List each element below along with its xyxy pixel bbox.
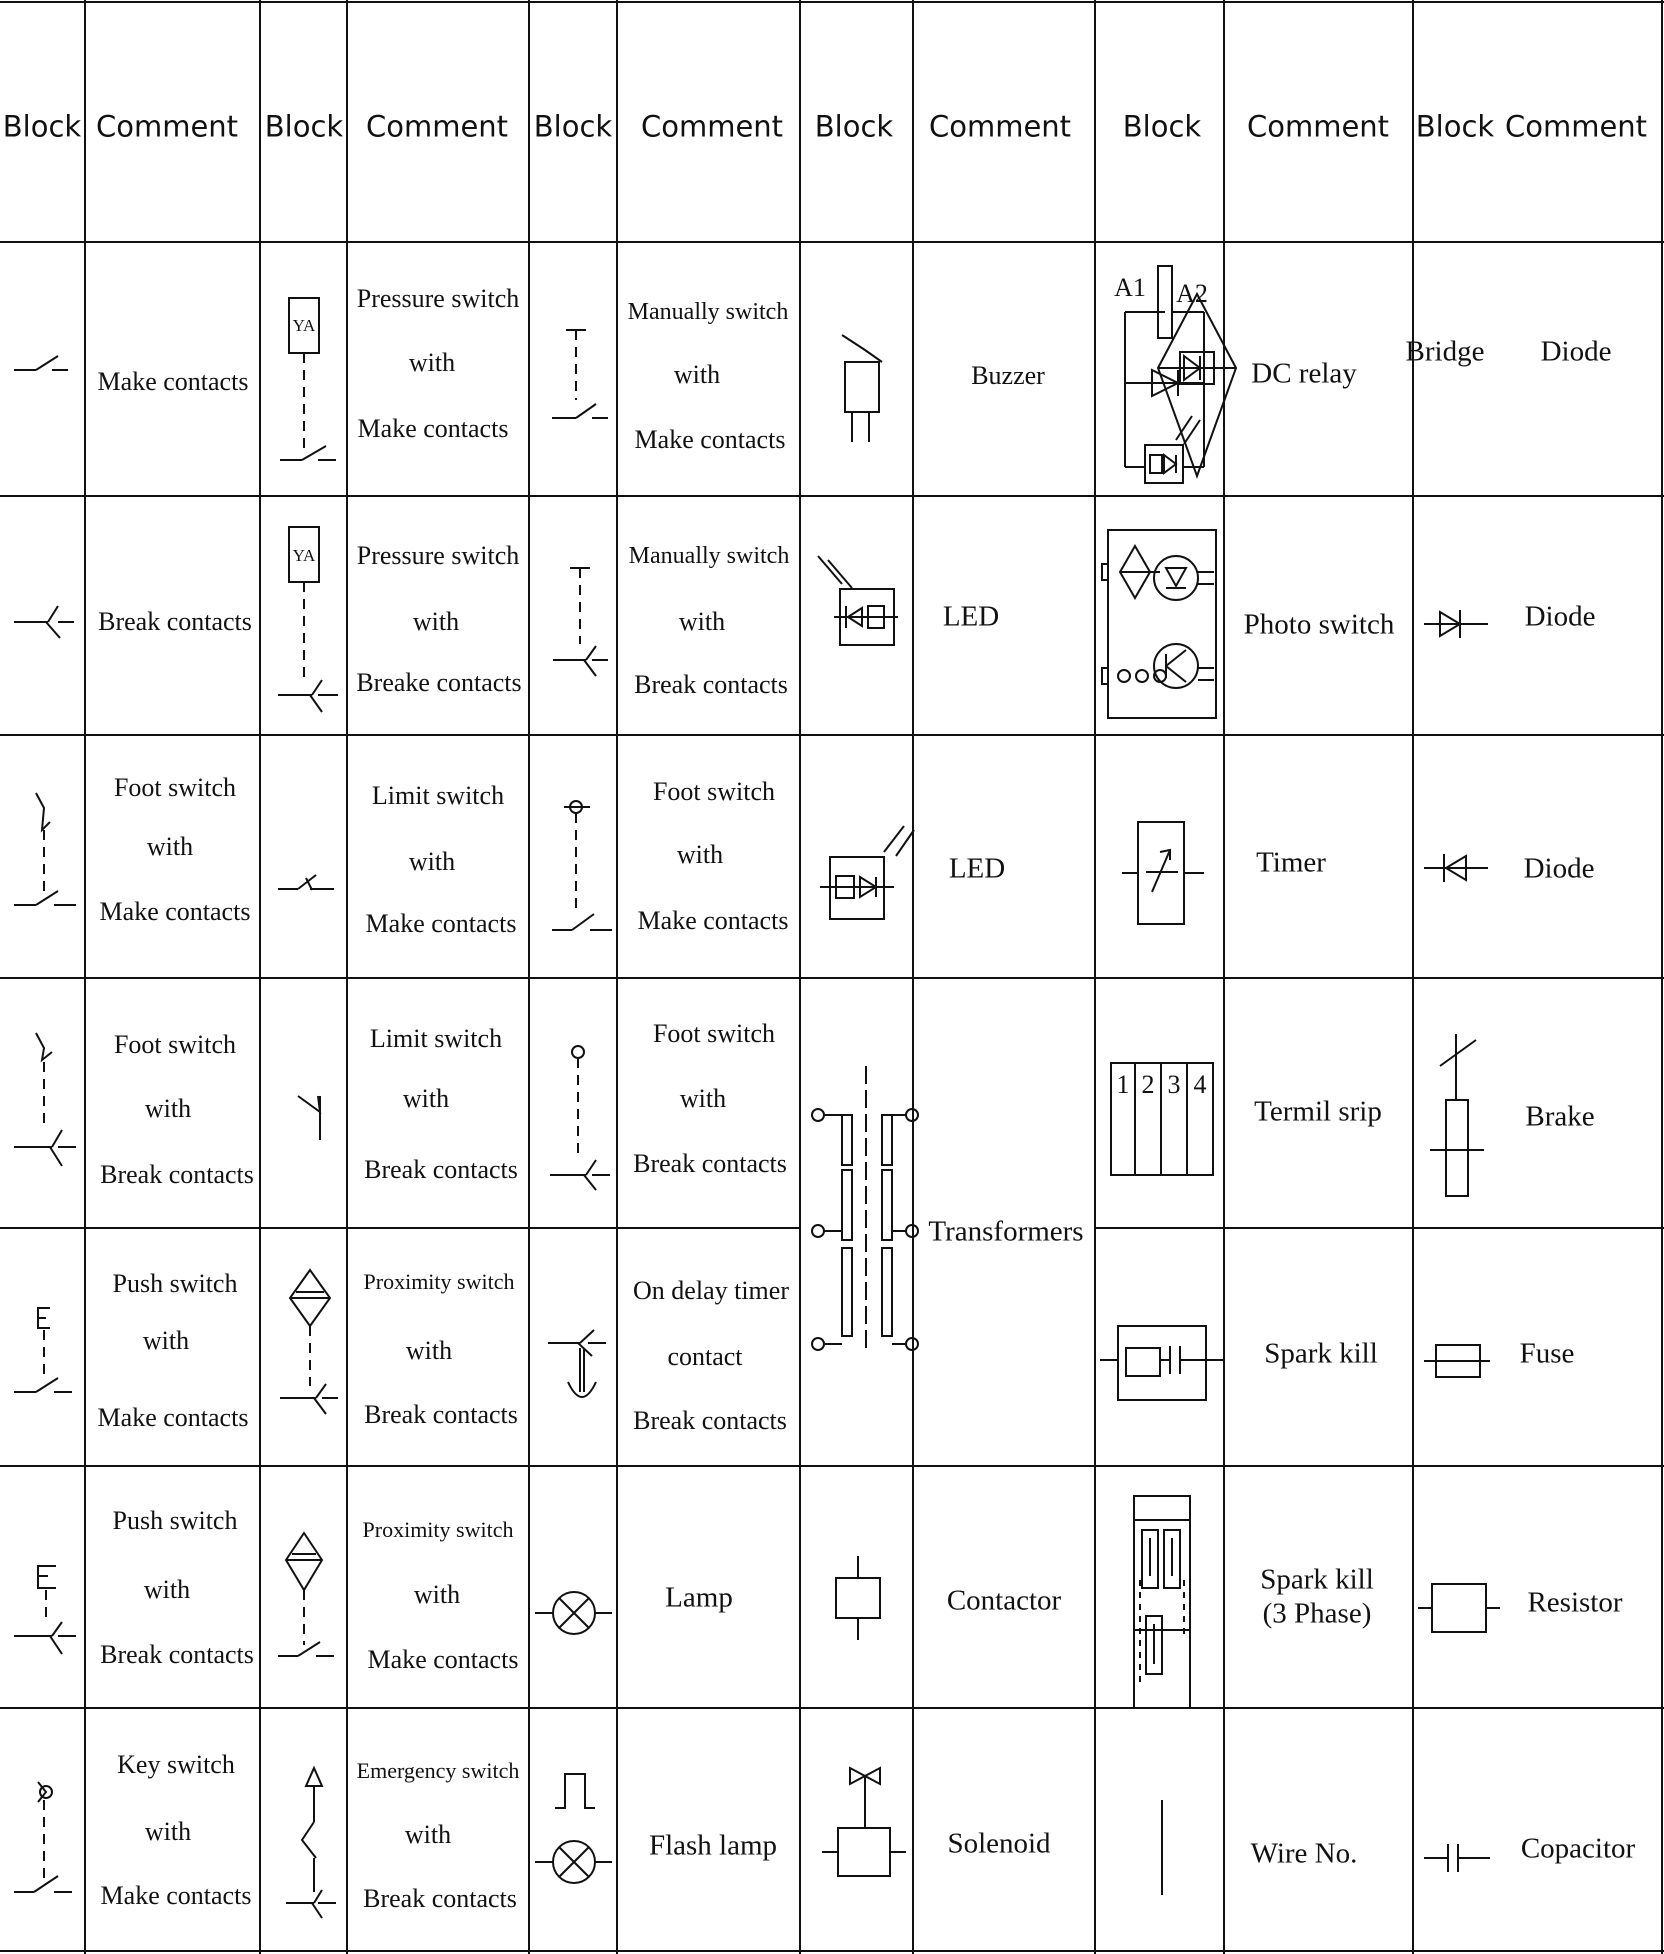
emergency-switch-break-symbol [286,1768,336,1918]
manually-switch-break-symbol [553,568,608,676]
header-block: Block [1415,109,1495,144]
comment-line: with [408,847,456,876]
comment-flash-lamp: Flash lamp [648,1829,778,1862]
comment-led: LED [948,852,1006,885]
terminal-label-2: 2 [1141,1070,1155,1099]
header-comment: Comment [365,109,509,144]
contactor-symbol [836,1556,880,1640]
comment-line: with [144,1817,192,1846]
spark-kill-3phase-symbol [1134,1496,1190,1708]
foot-switch-break-symbol [14,1033,76,1166]
header-comment: Comment [1246,109,1390,144]
comment-line: Make contacts [637,906,789,935]
limit-switch-make-symbol [278,875,334,890]
comment-line: Make contacts [99,897,251,926]
comment-dc-relay: DC relay [1251,357,1357,390]
comment-fuse: Fuse [1519,1337,1575,1370]
comment-line: Foot switch [113,773,237,802]
comment-line: with [405,1336,453,1365]
solenoid-symbol [822,1768,906,1876]
fuse-symbol [1424,1345,1490,1377]
comment-line: Break contacts [363,1884,517,1913]
comment-line: with [678,607,726,636]
header-block: Block [1122,109,1202,144]
header-block: Block [533,109,613,144]
comment-line: with [146,832,194,861]
timer-symbol [1122,822,1204,924]
comment-diode: Diode [1524,600,1596,633]
terminal-label-4: 4 [1193,1070,1207,1099]
comment-buzzer: Buzzer [971,361,1045,390]
led-symbol-2 [820,826,914,919]
foot-switch-make-symbol-2 [552,801,612,930]
diode-symbol [1424,610,1488,638]
comment-make-contacts: Make contacts [97,367,249,396]
resistor-symbol [1418,1584,1500,1632]
flash-lamp-symbol [535,1774,612,1883]
comment-break-contacts: Break contacts [98,607,252,636]
symbol-label-ya: YA [292,316,316,335]
comment-line: Proximity switch [362,1517,514,1542]
comment-line: Manually switch [628,543,790,569]
comment-spark-kill: Spark kill [1264,1337,1378,1370]
push-switch-make-symbol [14,1308,72,1392]
comment-line: with [142,1326,190,1355]
comment-line: with [404,1820,452,1849]
comment-line: with [144,1094,192,1123]
comment-line: On delay timer [633,1276,789,1305]
comment-line: Push switch [112,1269,238,1298]
comment-line: Make contacts [365,909,517,938]
foot-switch-break-symbol-2 [550,1046,610,1190]
comment-line: Make contacts [634,425,786,454]
comment-capacitor: Copacitor [1520,1832,1636,1865]
comment-line: Make contacts [97,1403,249,1432]
terminal-label-3: 3 [1167,1070,1181,1099]
brake-symbol [1430,1034,1484,1196]
header-block: Block [264,109,344,144]
header-block: Block [814,109,894,144]
key-switch-make-symbol [14,1782,72,1892]
comment-line: with [673,360,721,389]
foot-switch-make-symbol [14,793,76,905]
comment-line: Break contacts [633,1406,787,1435]
comment-lamp: Lamp [665,1581,733,1614]
comment-line: with [413,1580,461,1609]
comment-terminal-strip: Termil srip [1254,1095,1382,1128]
comment-led: LED [942,600,1000,633]
comment-line: with [402,1084,450,1113]
comment-line: with [676,840,724,869]
comment-line: Manually switch [627,299,789,325]
photo-switch-symbol [1102,530,1216,718]
comment-diode: Diode [1523,852,1595,885]
header-block: Block [2,109,82,144]
comment-photo-switch: Photo switch [1243,608,1395,641]
comment-diode: Diode [1540,335,1612,368]
comment-line: Breake contacts [356,668,522,697]
comment-line: Break contacts [364,1155,518,1184]
header-comment: Comment [640,109,784,144]
comment-line: Break contacts [364,1400,518,1429]
comment-line: Make contacts [100,1881,252,1910]
comment-line: Make contacts [367,1645,519,1674]
comment-line: Limit switch [371,781,505,810]
comment-line: Foot switch [652,777,776,806]
comment-spark-kill-3phase: Spark kill [1260,1563,1374,1596]
break-contact-symbol [14,606,74,638]
comment-resistor: Resistor [1527,1586,1623,1619]
limit-switch-break-symbol [298,1096,320,1140]
comment-timer: Timer [1256,846,1326,879]
proximity-switch-make-symbol [278,1533,334,1656]
comment-line: Pressure switch [356,284,520,313]
comment-line: Break contacts [100,1160,254,1189]
capacitor-symbol [1424,1844,1490,1872]
comment-solenoid: Solenoid [947,1827,1051,1860]
make-contact-symbol [14,356,68,370]
comment-wire-no: Wire No. [1250,1837,1358,1870]
comment-line: Emergency switch [356,1758,520,1783]
comment-line: Foot switch [113,1030,237,1059]
manually-switch-make-symbol [552,330,608,418]
comment-line: Break contacts [100,1640,254,1669]
comment-line: Key switch [117,1750,235,1779]
comment-line: Pressure switch [356,541,520,570]
comment-contactor: Contactor [946,1584,1062,1617]
buzzer-symbol [842,335,882,442]
proximity-switch-break-symbol [280,1270,338,1414]
led-symbol [818,556,898,645]
symbol-label-ya: YA [292,546,316,565]
header-comment: Comment [928,109,1072,144]
comment-line: with [143,1575,191,1604]
comment-bridge: Bridge [1405,335,1485,368]
comment-line: Break contacts [633,1149,787,1178]
comment-line: Break contacts [634,670,788,699]
header-comment: Comment [1504,109,1648,144]
comment-line: Make contacts [357,414,509,443]
comment-line: contact [667,1342,743,1371]
spark-kill-symbol [1100,1326,1224,1400]
lamp-symbol [535,1592,612,1634]
header-comment: Comment [95,109,239,144]
terminal-label-1: 1 [1116,1070,1130,1099]
transformers-symbol [812,1066,918,1350]
diode-symbol-2 [1424,854,1488,882]
comment-line: Limit switch [369,1024,503,1053]
comment-line: Push switch [112,1506,238,1535]
symbol-label-a2: A2 [1176,279,1208,308]
comment-line: Foot switch [652,1019,776,1048]
symbol-label-a1: A1 [1114,273,1146,302]
comment-brake: Brake [1525,1100,1595,1133]
comment-line: with [408,348,456,377]
push-switch-break-symbol [14,1566,76,1654]
comment-transformers: Transformers [928,1215,1084,1248]
comment-line: with [412,607,460,636]
comment-line: Proximity switch [363,1269,515,1294]
comment-spark-kill-3phase: (3 Phase) [1262,1597,1372,1630]
on-delay-timer-contact-symbol [548,1330,606,1397]
comment-line: with [679,1084,727,1113]
